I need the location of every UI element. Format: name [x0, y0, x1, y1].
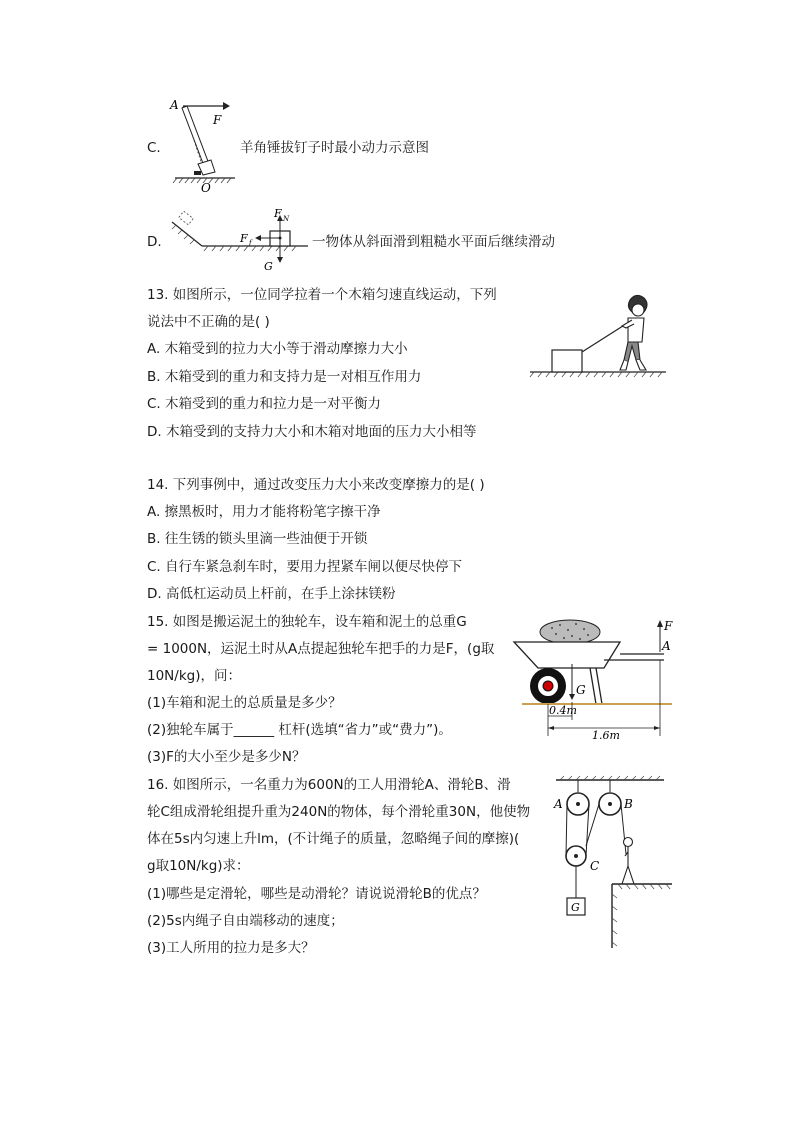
gravity-arrowhead: [569, 694, 575, 700]
label-b: B: [624, 797, 633, 811]
q16-line3: 体在5s内匀速上升lm，(不计绳子的质量，忽略绳子间的摩擦)(: [147, 831, 520, 847]
incline-hatch: [172, 225, 194, 244]
q14-option-a: A. 擦黑板时，用力才能将粉笔字擦干净: [147, 504, 381, 520]
q16-sub2: (2)5s内绳子自由端移动的速度；: [147, 913, 344, 929]
label-a: A: [554, 797, 563, 811]
q13-option-b: B. 木箱受到的重力和支持力是一对相互作用力: [147, 369, 422, 385]
ground-hatch: [530, 372, 662, 377]
label-g: G: [571, 901, 580, 914]
q13-option-a: A. 木箱受到的拉力大小等于滑动摩擦力大小: [147, 341, 408, 357]
option-d-letter: D.: [147, 234, 162, 250]
fig-label-f: F: [664, 619, 673, 633]
option-c-text: 羊角锤拔钉子时最小动力示意图: [240, 140, 429, 156]
dim-long-right-head: [654, 726, 660, 730]
q15-line3: 10N/kg)，问：: [147, 668, 241, 684]
q13-option-c: C. 木箱受到的重力和拉力是一对平衡力: [147, 396, 382, 412]
floor-hatch: [612, 884, 670, 946]
fig-label-a: A: [662, 639, 671, 653]
q15-sub1: (1)车箱和泥土的总质量是多少？: [147, 695, 342, 711]
pulley-c-axle: [574, 854, 578, 858]
barrow-frame: [596, 668, 602, 704]
worker-figure: [622, 838, 634, 885]
label-ff: F: [240, 232, 248, 245]
q15-line1: 15. 如图是搬运泥土的独轮车，设车箱和泥土的总重G: [147, 614, 467, 630]
q13-stem-line1: 13. 如图所示，一位同学拉着一个木箱匀速直线运动，下列: [147, 287, 497, 303]
q15-sub3: (3)F的大小至少是多少N？: [147, 749, 306, 765]
incline-surface: [172, 222, 202, 246]
wheel-hub: [543, 681, 553, 691]
q14-stem: 14. 下列事例中，通过改变压力大小来改变摩擦力的是( ): [147, 477, 485, 493]
hammer-label-f: F: [213, 113, 222, 127]
pulley-figure: [548, 776, 676, 952]
dim-long-label: 1.6m: [592, 729, 620, 742]
soil-pile: [540, 620, 600, 644]
student-figure: [620, 295, 647, 370]
pulley-a-axle: [576, 802, 580, 806]
option-c-letter: C.: [147, 140, 161, 156]
q16-line1: 16. 如图所示，一名重力为600N的工人用滑轮A、滑轮B、滑: [147, 777, 511, 793]
q16-line4: g取10N/kg)求：: [147, 858, 250, 874]
friction-head: [255, 235, 261, 241]
hammer-label-a: A: [170, 98, 179, 112]
label-fn-sub: N: [283, 215, 290, 223]
q16-sub3: (3)工人所用的拉力是多大？: [147, 940, 315, 956]
barrow-leg: [590, 668, 596, 704]
label-g: G: [264, 260, 273, 273]
dim-short-label: 0.4m: [549, 704, 577, 717]
dashed-block-on-incline: [179, 211, 193, 225]
label-ff-sub: f: [249, 239, 252, 247]
hammer-label-o: O: [201, 181, 211, 195]
label-fn: F: [274, 207, 282, 220]
q16-sub1: (1)哪些是定滑轮，哪些是动滑轮？请说说滑轮B的优点？: [147, 886, 486, 902]
barrow-tray: [514, 642, 620, 668]
pulling-box-figure: [528, 290, 668, 382]
force-arrowhead: [223, 102, 230, 110]
q13-stem-line2: 说法中不正确的是( ): [147, 314, 270, 330]
hammer-figure: [165, 96, 240, 194]
q15-line2: = 1000N，运泥土时从A点提起独轮车把手的力是F，(g取: [147, 641, 495, 657]
wooden-box: [552, 350, 582, 372]
pull-rope: [582, 324, 626, 352]
q13-option-d: D. 木箱受到的支持力大小和木箱对地面的压力大小相等: [147, 424, 477, 440]
fig-label-g: G: [576, 683, 586, 697]
incline-figure: [168, 206, 313, 276]
option-d-text: 一物体从斜面滑到粗糙水平面后继续滑动: [312, 234, 555, 250]
q15-sub2: (2)独轮车属于______ 杠杆(选填“省力”或“费力”)。: [147, 722, 452, 738]
q16-line2: 轮C组成滑轮组提升重为240N的物体，每个滑轮重30N，他使物: [147, 804, 531, 820]
q14-option-b: B. 往生锈的锁头里滴一些油便于开锁: [147, 531, 368, 547]
pulley-b-axle: [608, 802, 612, 806]
nail: [194, 171, 201, 175]
dim-long-left-head: [548, 726, 554, 730]
q14-option-c: C. 自行车紧急刹车时，要用力捏紧车闸以便尽快停下: [147, 559, 463, 575]
hammer-handle: [182, 106, 209, 166]
wheelbarrow-figure: [512, 616, 677, 741]
force-f-arrowhead: [657, 620, 663, 627]
gravity-head: [277, 257, 283, 263]
q14-option-d: D. 高低杠运动员上杆前，在手上涂抹镁粉: [147, 586, 396, 602]
label-c: C: [590, 859, 600, 873]
